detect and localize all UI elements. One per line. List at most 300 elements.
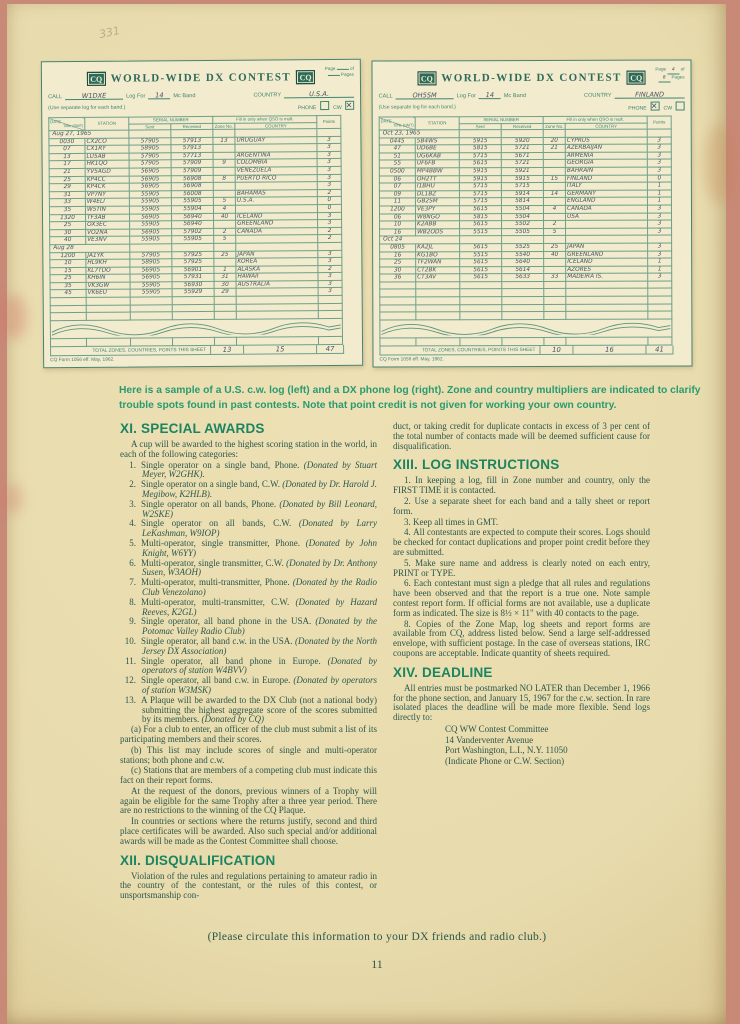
total-points: 41	[654, 345, 664, 354]
log-sent-cell: 5615	[459, 244, 501, 252]
item-number: 4.	[129, 518, 136, 529]
award-item	[120, 480, 377, 500]
empty-log-cell	[379, 297, 415, 305]
total-zones: 13	[222, 345, 231, 354]
empty-log-cell	[647, 304, 671, 312]
empty-log-cell	[379, 289, 415, 297]
log-received-cell: 57931	[171, 274, 213, 282]
empty-log-cell	[130, 338, 172, 346]
log-forms-row	[7, 60, 726, 367]
log-country-cell: JAPAN	[235, 250, 317, 258]
log-station-cell: MP4BBW	[415, 168, 459, 176]
torn-edge-wave	[51, 319, 340, 336]
log-points-cell: 3	[316, 136, 340, 144]
call-line	[378, 91, 684, 99]
log-time-cell: 15	[49, 267, 85, 275]
item-text: Multi-operator, single transmitter, C.W.	[141, 557, 287, 568]
form-title: WORLD-WIDE DX CONTEST	[440, 71, 622, 85]
log-station-cell: TF3AB	[85, 214, 129, 222]
item-number: 9.	[129, 616, 136, 627]
log-zone-cell	[543, 198, 565, 206]
country-header: COUNTRY	[234, 122, 316, 129]
empty-log-cell	[543, 304, 565, 312]
log-sent-cell: 5815	[459, 145, 501, 153]
log-time-cell: 0030	[48, 138, 84, 146]
empty-log-cell	[379, 338, 415, 346]
mcband-label: Mc Band	[503, 93, 526, 100]
log-table	[378, 116, 672, 347]
log-station-cell: CX2CO	[84, 138, 128, 146]
torn-edge-decoration	[379, 319, 671, 339]
donor-credit: (Donated by the North Jersey DX Association)	[142, 635, 377, 656]
log-received-cell: 5921	[501, 167, 543, 175]
log-received-cell: 56930	[172, 281, 214, 289]
log-country-cell: ARGENTINA	[235, 151, 317, 159]
section-heading-xiv: XIV. DEADLINE	[393, 664, 493, 680]
of-label: of	[349, 65, 354, 71]
empty-log-cell	[543, 312, 565, 320]
log-points-cell: 2	[317, 227, 341, 235]
log-zone-cell: 25	[543, 243, 565, 251]
item-text: Single operator, all band phone in the USA.	[141, 616, 316, 627]
log-points-cell: 3	[647, 251, 671, 259]
log-date-cell: Aug 28	[49, 244, 129, 252]
log-points-cell: 3	[318, 288, 342, 296]
item-text: Single operator on a single band, Phone.	[141, 459, 304, 470]
log-received-cell: 5540	[501, 251, 543, 259]
log-sent-cell: 56905	[129, 228, 171, 236]
log-received-cell: 57925	[171, 259, 213, 267]
log-station-cell: LU5AB	[85, 153, 129, 161]
log-received-cell: 5640	[501, 259, 543, 267]
totals-row	[50, 345, 344, 356]
log-time-cell: 0500	[379, 168, 415, 176]
item-number: 12.	[124, 675, 136, 686]
log-zone-cell: 13	[212, 137, 234, 145]
item-text: Copies of the Zone Map, log sheets and report forms are available from CQ, address listed below. Send a large self-addressed envelope, with sufficient postage. In the case of overseas stations, IRC coupons are acceptable. Indicate quantity of sheets required.	[393, 618, 650, 658]
item-number: 3.	[404, 516, 411, 527]
log-station-cell: CX1RY	[84, 145, 128, 153]
log-station-cell: KL7TDO	[85, 267, 129, 275]
empty-log-cell	[543, 281, 565, 289]
log-sent-cell: 5715	[459, 183, 501, 191]
log-received-cell: 56901	[171, 266, 213, 274]
phone-log-form	[371, 59, 692, 367]
empty-log-cell	[501, 281, 543, 289]
empty-log-cell	[214, 296, 236, 304]
log-station-cell: DL1BZ	[415, 191, 459, 199]
log-country-cell: ENGLAND	[565, 197, 647, 205]
section-heading-xii: XII. DISQUALIFICATION	[120, 852, 276, 868]
empty-log-cell	[318, 337, 342, 345]
log-station-cell: VE3NV	[85, 236, 129, 244]
log-station-cell: W5TIN	[85, 206, 129, 214]
log-received-cell: 5814	[501, 198, 543, 206]
xi-paragraph: (a) For a club to enter, an officer of the club must submit a list of its participating members and their scores.	[120, 724, 377, 744]
instruction-item	[393, 518, 650, 528]
log-station-cell: W8NGO	[415, 213, 459, 221]
award-item	[120, 598, 377, 618]
empty-log-cell	[459, 312, 501, 320]
xii-continuation: duct, or taking credit for duplicate contacts in excess of 3 per cent of the total number of contacts made will be deemed sufficient cause for disqualification.	[393, 421, 650, 451]
mode-checkboxes	[297, 101, 353, 111]
empty-log-cell	[379, 305, 415, 313]
log-time-cell: 25	[49, 222, 85, 230]
log-sent-cell: 5615	[459, 274, 501, 282]
log-sent-cell: 55905	[130, 282, 172, 290]
log-sent-cell: 55905	[129, 206, 171, 214]
log-sent-cell: 56905	[129, 213, 171, 221]
item-text: Single operator, all band c.w. in Europe.	[141, 675, 294, 686]
item-number: 10.	[124, 635, 136, 646]
cw-label: CW	[332, 104, 342, 111]
log-time-cell: 33	[49, 199, 85, 207]
empty-log-cell	[501, 289, 543, 297]
mode-checkboxes	[628, 101, 684, 111]
call-value: OH5SM	[395, 92, 453, 99]
log-zone-cell	[543, 183, 565, 191]
empty-log-cell	[459, 338, 501, 346]
empty-log-cell	[501, 297, 543, 305]
log-sent-cell: 5615	[459, 259, 501, 267]
log-country-cell: GERMANY	[565, 190, 647, 198]
sub-line	[48, 101, 354, 113]
log-zone-cell: 1	[213, 266, 235, 274]
log-zone-cell: 21	[543, 145, 565, 153]
item-number: 11.	[125, 655, 136, 666]
log-sent-cell: 57905	[129, 251, 171, 259]
item-number: 3.	[129, 498, 136, 509]
log-time-cell: 55	[379, 160, 415, 168]
log-country-cell: BAHAMAS	[235, 189, 317, 197]
log-points-cell: 3	[647, 205, 671, 213]
log-country-cell: PUERTO RICO	[235, 174, 317, 182]
item-text: Single operator on a single band, C.W.	[141, 479, 283, 490]
log-sent-cell: 57905	[129, 153, 171, 161]
page-of-block	[655, 66, 684, 82]
log-zone-cell	[213, 152, 235, 160]
circulate-note: (Please circulate this information to your DX friends and radio club.)	[207, 931, 547, 943]
log-zone-cell: 4	[543, 205, 565, 213]
log-country-cell: ITALY	[565, 182, 647, 190]
country-label: COUNTRY	[583, 92, 612, 99]
date-time-header	[379, 117, 415, 130]
log-date-cell: Oct 23, 1965	[379, 130, 459, 138]
log-received-cell: 55905	[171, 236, 213, 244]
log-sent-cell: 5915	[459, 175, 501, 183]
totals-row	[379, 346, 673, 356]
xi-paragraph: (c) Stations that are members of a competing club must indicate this fact on their report forms.	[120, 765, 377, 786]
log-country-cell: AZORES	[565, 266, 647, 274]
section-heading-xi: XI. SPECIAL AWARDS	[120, 421, 265, 436]
log-station-cell: JA1YK	[85, 252, 129, 260]
log-sent-cell: 5615	[459, 266, 501, 274]
log-time-cell: 30	[49, 229, 85, 237]
item-number: 5.	[404, 557, 411, 568]
empty-log-cell	[415, 338, 459, 346]
log-received-cell: 5915	[501, 175, 543, 183]
log-station-cell: UD6BE	[415, 145, 459, 153]
item-text: Single operator, all band phone in Europe.	[141, 655, 328, 666]
log-zone-cell: 4	[213, 205, 235, 213]
log-country-cell: GREENLAND	[235, 220, 317, 228]
log-country-cell: GREENLAND	[565, 251, 647, 259]
log-received-cell: 5525	[501, 243, 543, 251]
cw-checkbox	[345, 101, 354, 110]
log-points-cell: 1	[647, 182, 671, 190]
log-station-cell: KG1BO	[415, 251, 459, 259]
log-time-cell: 25	[379, 259, 415, 267]
log-zone-cell: 40	[213, 213, 235, 221]
cw-label: CW	[663, 105, 672, 112]
log-sent-cell: 55905	[129, 198, 171, 206]
log-zone-cell: 20	[543, 137, 565, 145]
log-points-cell: 2	[317, 265, 341, 273]
award-item	[120, 500, 377, 520]
log-country-cell: CYPRUS	[565, 137, 647, 145]
mult-header: Fill in only when QSO is mult.	[543, 116, 647, 123]
empty-log-cell	[379, 282, 415, 290]
log-points-cell: 3	[647, 213, 671, 221]
log-country-cell: COLOMBIA	[235, 159, 317, 167]
log-station-cell: VP7NY	[85, 191, 129, 199]
log-sent-cell: 55905	[129, 190, 171, 198]
item-text: Use a separate sheet for each band and a tally sheet or report form.	[393, 495, 650, 516]
log-points-cell: 3	[317, 151, 341, 159]
log-received-cell: 57925	[171, 251, 213, 259]
address-line: Port Washington, L.I., N.Y. 11050	[445, 745, 568, 756]
empty-log-cell	[415, 304, 459, 312]
log-time-cell: 30	[379, 267, 415, 275]
log-received-cell: 57913	[170, 137, 212, 145]
log-station-cell: VK3GW	[86, 282, 130, 290]
log-time-cell: 10	[379, 221, 415, 229]
log-zone-cell	[213, 258, 235, 266]
mult-header: Fill in only when QSO is mult.	[212, 116, 316, 123]
log-received-cell: 56008	[171, 190, 213, 198]
xi-paragraph: At the request of the donors, previous winners of a Trophy will again be eligible for the same Trophy after a three year period. There are no restrictions to the winning of the CQ Plaque.	[120, 785, 377, 816]
log-points-cell: 1	[647, 197, 671, 205]
log-country-cell: GEORGIA	[565, 159, 647, 167]
received-header: Received	[170, 123, 212, 130]
log-zone-cell: 30	[214, 281, 236, 289]
log-time-cell: 1200	[379, 206, 415, 214]
log-station-cell: KP4CC	[85, 176, 129, 184]
log-time-cell: 25	[49, 275, 85, 283]
award-item	[120, 578, 377, 598]
log-zone-cell	[213, 182, 235, 190]
log-country-cell: AZERBAIJAN	[565, 144, 647, 152]
log-country-cell: CANADA	[235, 227, 317, 235]
log-zone-cell: 9	[213, 160, 235, 168]
log-zone-cell: 25	[213, 251, 235, 259]
received-header: Received	[501, 123, 543, 130]
donor-credit: (Donated by Stuart Meyer, W2GHK).	[142, 459, 377, 480]
donor-credit: (Donated by operators of station W4BVV)	[142, 655, 377, 676]
country-value: U.S.A.	[284, 91, 354, 99]
log-sent-cell: 56905	[129, 183, 171, 191]
log-zone-cell: 8	[213, 175, 235, 183]
date-label: DATE	[49, 119, 61, 125]
log-date-cell: Aug 27, 1965	[48, 130, 128, 138]
empty-log-cell	[214, 304, 236, 312]
right-column	[393, 422, 650, 902]
log-points-cell: 3	[647, 228, 671, 236]
award-item	[120, 676, 377, 696]
mcband-label: Mc Band	[172, 93, 195, 100]
xi-paragraphs	[120, 725, 377, 847]
empty-log-cell	[415, 282, 459, 290]
donor-credit: (Donated by Bill Leonard, W2SKE)	[142, 498, 377, 519]
log-time-cell: 09	[379, 191, 415, 199]
log-points-cell: 0	[317, 204, 341, 212]
xi-intro: A cup will be awarded to the highest scoring station in the world, in each of the following categories:	[120, 439, 377, 459]
empty-log-cell	[543, 296, 565, 304]
empty-log-cell	[214, 311, 236, 319]
log-country-cell: ARMENIA	[565, 152, 647, 160]
xiv-paragraph: All entries must be postmarked NO LATER than December 1, 1966 for the phone section, and January 15, 1967 for the c.w. section. In rare isolated places the deadline will be made more flexible. Send logs directly to:	[393, 682, 650, 723]
log-time-cell: 07	[379, 183, 415, 191]
item-number: 6.	[404, 578, 411, 589]
log-station-cell: CT3AV	[415, 274, 459, 282]
log-points-cell: 2	[317, 235, 341, 243]
item-text: A Plaque will be awarded to the DX Club (not a national body) submitting the highest aggregate score of the scores submitted by its members.	[141, 694, 377, 725]
log-country-cell: ICELAND	[235, 212, 317, 220]
empty-log-cell	[318, 295, 342, 303]
log-points-cell: 3	[647, 273, 671, 281]
totals-label: TOTAL ZONES, COUNTRIES, POINTS THIS SHEET	[91, 348, 206, 354]
total-zones: 10	[551, 345, 561, 354]
log-points-cell: 3	[317, 166, 341, 174]
log-points-cell: 3	[318, 280, 342, 288]
pages-label: Pages	[670, 74, 685, 80]
log-zone-cell: 2	[543, 221, 565, 229]
log-station-cell: TF2WAN	[415, 259, 459, 267]
log-country-cell: ALASKA	[235, 265, 317, 273]
item-number: 1.	[404, 475, 411, 486]
log-station-cell: GB2SM	[415, 198, 459, 206]
zone-header: Zone No.	[544, 123, 563, 129]
xi-paragraph: In countries or sections where the returns justify, second and third place certificates will be awarded. Also such special and/or additional awards will be made as the Contest Committee shall choose.	[120, 816, 377, 846]
instruction-item	[393, 579, 650, 618]
phone-checkbox	[319, 101, 328, 110]
log-zone-cell: 40	[543, 251, 565, 259]
empty-log-cell	[501, 312, 543, 320]
station-header: STATION	[415, 117, 459, 130]
empty-log-cell	[647, 281, 671, 289]
log-station-cell: VK6EU	[86, 290, 130, 298]
log-station-cell: UG6KAB	[415, 153, 459, 161]
log-country-cell: KOREA	[235, 258, 317, 266]
empty-log-cell	[415, 297, 459, 305]
empty-log-cell	[214, 338, 236, 346]
torn-edge-wave	[381, 319, 670, 335]
log-zone-cell	[543, 213, 565, 221]
time-label: Time (GMT)	[392, 122, 414, 127]
sent-header: Sent	[128, 123, 170, 130]
log-received-cell: 5721	[501, 160, 543, 168]
log-zone-cell: 14	[543, 190, 565, 198]
empty-log-cell	[86, 339, 130, 347]
instruction-item	[393, 620, 650, 659]
log-sent-cell: 58905	[128, 145, 170, 153]
item-text: Single operator on all bands, Phone.	[141, 498, 280, 509]
log-points-cell: 3	[647, 152, 671, 160]
log-zone-cell: 33	[543, 274, 565, 282]
empty-log-cell	[415, 289, 459, 297]
log-received-cell: 57909	[171, 160, 213, 168]
log-sent-cell: 56905	[129, 168, 171, 176]
log-country-cell: JAPAN	[565, 243, 647, 251]
log-received-cell: 57913	[170, 145, 212, 153]
log-points-cell: 3	[647, 159, 671, 167]
log-time-cell: 21	[49, 168, 85, 176]
log-station-cell: YV5AGD	[85, 168, 129, 176]
log-points-cell: 3	[647, 243, 671, 251]
total-countries: 16	[604, 345, 614, 354]
log-received-cell: 5715	[501, 183, 543, 191]
cq-logo-icon: CQ	[86, 72, 105, 86]
log-station-cell: I1BHU	[415, 183, 459, 191]
log-points-cell: 3	[317, 220, 341, 228]
totals-label: TOTAL ZONES, COUNTRIES, POINTS THIS SHEET	[421, 348, 535, 354]
country-header: COUNTRY	[565, 123, 647, 130]
log-received-cell: 5920	[501, 137, 543, 145]
empty-log-cell	[318, 311, 342, 319]
item-number: 1.	[129, 459, 136, 470]
log-country-cell: HAWAII	[235, 273, 317, 281]
log-sent-cell: 56905	[129, 175, 171, 183]
log-received-cell: 5671	[501, 152, 543, 160]
donor-credit: (Donated by CQ)	[201, 714, 264, 725]
item-text: Multi-operator, multi-transmitter, Phone.	[141, 577, 293, 588]
award-item	[120, 559, 377, 579]
log-time-cell: 13	[49, 153, 85, 161]
log-time-cell: 36	[379, 274, 415, 282]
log-received-cell: 56908	[171, 183, 213, 191]
date-label: DATE	[380, 118, 392, 124]
log-zone-cell: 29	[214, 289, 236, 297]
log-points-cell: 1	[647, 266, 671, 274]
log-points-cell: 3	[317, 273, 341, 281]
log-date-cell: Oct 24	[379, 236, 459, 244]
serial-header: SERIAL NUMBER	[459, 116, 543, 123]
log-station-cell: HL9KH	[85, 259, 129, 267]
phone-checkbox	[650, 102, 659, 111]
log-zone-cell	[543, 258, 565, 266]
logfor-label: Log For	[125, 93, 145, 100]
log-received-cell: 56940	[171, 213, 213, 221]
cq-logo-icon: CQ	[626, 71, 645, 85]
log-points-cell: 2	[317, 189, 341, 197]
page-number: 11	[371, 957, 383, 971]
page-label: Page	[654, 66, 666, 72]
log-station-cell: KH6IN	[85, 274, 129, 282]
log-time-cell: 17	[49, 161, 85, 169]
log-time-cell: 07	[48, 146, 84, 154]
log-sent-cell: 5515	[459, 228, 501, 236]
item-text: Single operator on all bands, C.W.	[141, 518, 299, 529]
award-list	[120, 461, 377, 726]
log-received-cell: 56940	[171, 221, 213, 229]
item-text: Multi-operator, single transmitter, Phone.	[141, 537, 306, 548]
country-value: FINLAND	[614, 91, 684, 98]
item-number: 7.	[129, 577, 136, 588]
log-sent-cell: 5615	[459, 160, 501, 168]
donor-credit: (Donated by Dr. Anthony Susen, W3AOH)	[142, 557, 377, 578]
log-zone-cell	[212, 144, 234, 152]
log-sent-cell: 56905	[129, 274, 171, 282]
